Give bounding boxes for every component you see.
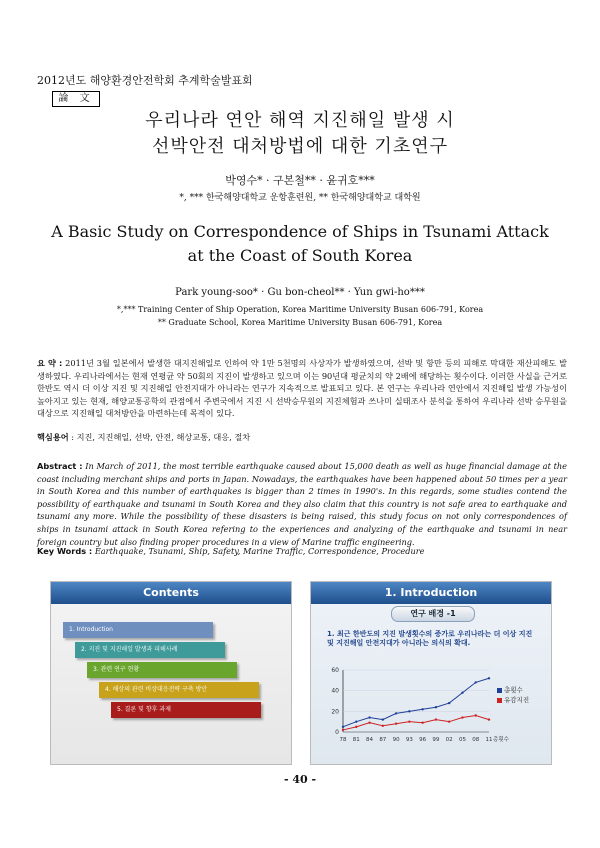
chart-point xyxy=(488,677,490,679)
chart-y-tick-label: 40 xyxy=(331,687,339,695)
chart-point xyxy=(395,712,397,714)
english-abstract-text: In March of 2011, the most terrible earthquake caused about 15,000 death as well as huge financial damage at the coast including merchant ships and ports in Japan. Nowadays, the earthquakes have been happened about 50 times per a year in South Korea and this number of earthquakes is bigger than 2 times in 1990's. In this regards, some studies contend the possibility of earthquake and tsunami in South Korea and they also claim that this country is not safe area to earthquake and tsunami any more. While the possibility of these disasters is being raised, this study focus on not only correspondences of ships in tsunami attack in South Korea refering to the experiences and analyzing of the earthquake and tsunami in near foreign country but also finding proper procedures in a view of Marine traffic engineering. xyxy=(37,461,567,547)
chart-point xyxy=(461,716,463,718)
chart-x-tick-label: 96 xyxy=(419,737,427,743)
introduction-slide-subtitle: 연구 배경 -1 xyxy=(391,606,475,622)
contents-item-1-label: 1. Introduction xyxy=(69,626,113,633)
chart-point xyxy=(368,716,370,718)
chart-point xyxy=(475,714,477,716)
earthquake-frequency-chart xyxy=(311,662,551,762)
korean-title-line-2: 선박안전 대처방법에 대한 기초연구 xyxy=(152,136,448,157)
chart-x-tick-label: 05 xyxy=(458,737,466,743)
chart-axis-note: 총횟수 xyxy=(493,737,509,743)
chart-point xyxy=(408,720,410,722)
chart-x-tick-label: 87 xyxy=(379,737,387,743)
korean-abstract-label: 요 약 : xyxy=(37,358,63,368)
chart-point xyxy=(342,726,344,728)
contents-slide-title: Contents xyxy=(51,582,291,604)
chart-point xyxy=(488,718,490,720)
chart-y-tick-label: 60 xyxy=(331,667,339,674)
chart-x-tick-label: 90 xyxy=(392,737,400,743)
korean-title-line-1: 우리나라 연안 해역 지진해일 발생 시 xyxy=(145,110,455,131)
chart-point xyxy=(382,725,384,727)
chart-point xyxy=(421,708,423,710)
english-title-line-1: A Basic Study on Correspondence of Ships in Tsunami Attack xyxy=(51,222,549,241)
contents-item-5-label: 5. 결론 및 향후 과제 xyxy=(117,706,171,713)
chart-x-tick-label: 02 xyxy=(445,737,453,743)
korean-keywords xyxy=(37,432,250,443)
contents-item-4-label: 4. 해상의 관련 비상대응전략 구축 방안 xyxy=(105,686,208,693)
chart-legend-label-2: 유감지진 xyxy=(504,696,530,704)
chart-x-tick-label: 78 xyxy=(339,737,347,743)
english-abstract-label: Abstract : xyxy=(37,461,83,471)
introduction-slide-title: 1. Introduction xyxy=(311,582,551,604)
paper-type-tag: 論 文 xyxy=(52,91,100,107)
chart-point xyxy=(448,702,450,704)
contents-item-3-label: 3. 관련 연구 현황 xyxy=(93,666,140,673)
contents-item-5 xyxy=(111,702,261,718)
chart-point xyxy=(368,722,370,724)
chart-point xyxy=(448,720,450,722)
chart-point xyxy=(435,706,437,708)
chart-point xyxy=(395,723,397,725)
chart-y-tick-label: 0 xyxy=(335,729,339,736)
contents-item-1 xyxy=(63,622,213,638)
chart-x-tick-label: 11 xyxy=(485,737,493,743)
chart-legend-swatch-2 xyxy=(497,698,502,703)
korean-affiliation: *, *** 한국해양대학교 운항훈련원, ** 한국해양대학교 대학원 xyxy=(179,193,421,203)
english-keywords-label: Key Words : xyxy=(37,546,93,556)
contents-item-2-label: 2. 지진 및 지진해일 발생과 피해사례 xyxy=(81,646,178,653)
introduction-slide-note: 1. 최근 한반도의 지진 발생횟수의 증가로 우리나라는 더 이상 지진 및 지진해일 안전지대가 아니라는 의식의 확대. xyxy=(327,630,533,647)
chart-x-tick-label: 08 xyxy=(472,737,480,743)
contents-item-3 xyxy=(87,662,237,678)
english-title-line-2: at the Coast of South Korea xyxy=(187,246,413,265)
chart-x-tick-label: 84 xyxy=(366,737,374,743)
chart-point xyxy=(355,726,357,728)
chart-x-tick-label: 99 xyxy=(432,737,440,743)
chart-series-line-2 xyxy=(343,715,489,729)
chart-point xyxy=(355,720,357,722)
chart-x-tick-label: 93 xyxy=(405,737,413,743)
chart-legend-label-1: 총횟수 xyxy=(504,686,523,694)
chart-point xyxy=(342,729,344,731)
korean-abstract xyxy=(37,357,567,420)
contents-slide xyxy=(50,581,292,765)
chart-y-tick-label: 20 xyxy=(331,708,339,716)
korean-abstract-text: 2011년 3월 일본에서 발생한 대지진해일로 인하여 약 1만 5천명의 사상자가 발생하였으며, 선박 및 항만 등의 피해로 막대한 재산피해도 발생하였다. 우리나라에서는 현재 연평균 약 50회의 지진이 발생하고 있으며 이는 90년대 평균치의 약 2배에 해당하는 횟수이다. 이러한 사실을 근거로 한반도 역시 더 이상 지진 및 지진해일 안전지대가 아니라는 연구가 지속적으로 발표되고 있다. 본 연구는 우리나라 연안에서 지진해일 발생 가능성이 높아지고 있는 현재, 해양교통공학의 관점에서 주변국에서 지진 시 선박승무원의 지진체험과 쓰나미 실태조사 분석을 통하여 우리나라 선박 승무원을 대상으로 지진해일 대처방안을 마련하는데 목적이 있다. xyxy=(37,358,567,419)
chart-point xyxy=(461,692,463,694)
chart-point xyxy=(475,681,477,683)
conference-name: 2012년도 해양환경안전학회 추계학술발표회 xyxy=(37,74,253,87)
english-keywords xyxy=(37,546,425,556)
korean-authors: 박영수* · 구본철** · 윤귀호*** xyxy=(225,174,375,187)
contents-item-4 xyxy=(99,682,259,698)
page-number: - 40 - xyxy=(283,773,317,786)
chart-point xyxy=(435,718,437,720)
english-affiliation-2: ** Graduate School, Korea Maritime University Busan 606-791, Korea xyxy=(157,318,443,327)
chart-x-tick-label: 81 xyxy=(352,737,360,743)
chart-point xyxy=(382,718,384,720)
chart-point xyxy=(408,710,410,712)
english-affiliation-1: *,*** Training Center of Ship Operation, Korea Maritime University Busan 606-791, Korea xyxy=(116,305,484,314)
contents-item-2 xyxy=(75,642,225,658)
korean-keywords-label: 핵심용어 xyxy=(37,432,69,442)
english-abstract xyxy=(37,460,567,548)
english-keywords-text: Earthquake, Tsunami, Ship, Safety, Marine Traffic, Correspondence, Procedure xyxy=(94,546,425,556)
chart-legend-swatch-1 xyxy=(497,688,502,693)
chart-point xyxy=(421,722,423,724)
korean-keywords-text: : 지진, 지진해일, 선박, 안전, 해상교통, 대응, 절차 xyxy=(71,432,251,442)
chart-series-line-1 xyxy=(343,678,489,727)
introduction-slide xyxy=(310,581,552,765)
english-authors: Park young-soo* · Gu bon-cheol** · Yun gwi-ho*** xyxy=(175,287,425,298)
